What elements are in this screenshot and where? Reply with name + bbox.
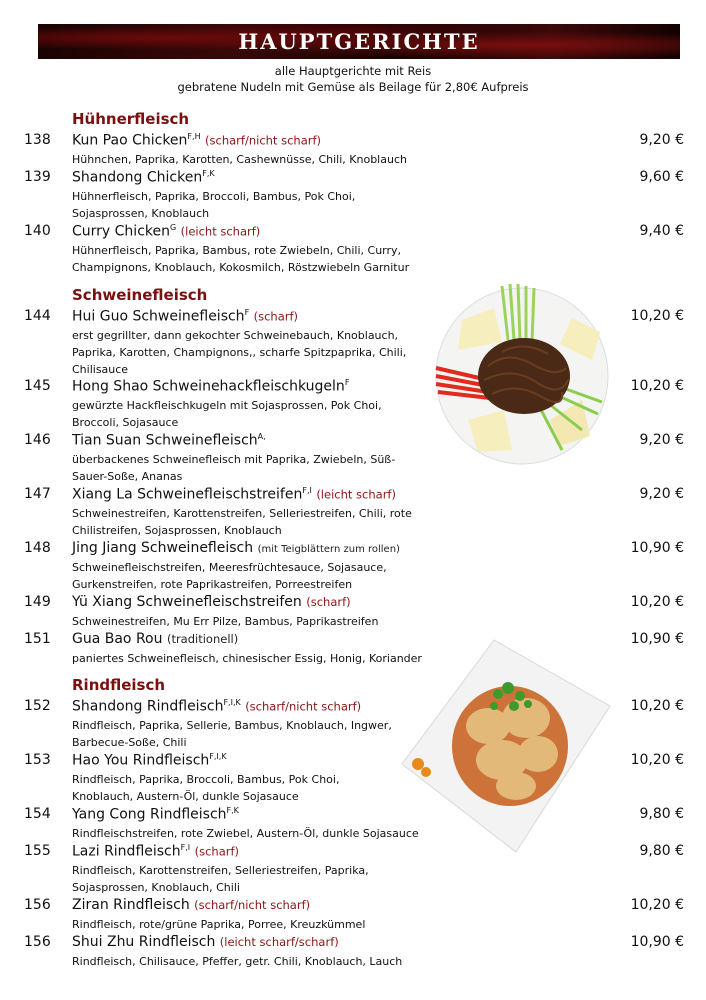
item-allergens: F,I <box>302 486 312 495</box>
item-spice-tag: (leicht scharf) <box>180 224 261 239</box>
item-name-line <box>72 897 310 913</box>
item-description: erst gegrillter, dann gekochter Schweinebauch, Knoblauch, Paprika, Karotten, Champignons,, scharfe Spitzpaprika, Chili, Chilisauce <box>72 329 407 376</box>
item-description: paniertes Schweinefleisch, chinesischer Essig, Honig, Koriander <box>72 652 422 665</box>
item-description: gewürzte Hackfleischkugeln mit Sojasprossen, Pok Choi, Broccoli, Sojasauce <box>72 399 382 429</box>
item-number: 149 <box>24 594 51 610</box>
item-allergens: F,K <box>226 806 239 815</box>
item-name-line <box>72 223 260 240</box>
item-allergens: F,H <box>187 132 201 141</box>
item-description: Schweinestreifen, Mu Err Pilze, Bambus, Paprikastreifen <box>72 615 379 628</box>
item-note: (mit Teigblättern zum rollen) <box>257 544 400 555</box>
section-pork: Schweinefleisch <box>72 286 208 304</box>
item-name-line <box>72 698 361 715</box>
item-allergens: F <box>244 308 250 317</box>
item-price: 10,90 € <box>630 934 684 950</box>
item-number: 144 <box>24 308 51 324</box>
item-name-line <box>72 752 227 769</box>
item-price: 9,60 € <box>639 169 684 185</box>
item-name: Xiang La Schweinefleischstreifen <box>72 486 303 503</box>
item-name: Gua Bao Rou <box>72 631 163 647</box>
item-name: Ziran Rindfleisch <box>72 897 190 913</box>
item-name: Jing Jiang Schweinefleisch <box>72 540 254 556</box>
item-name-line <box>72 934 339 950</box>
item-name-line <box>72 308 298 325</box>
item-price: 10,20 € <box>630 897 684 913</box>
section-beef: Rindfleisch <box>72 676 166 694</box>
item-name-line <box>72 486 396 503</box>
item-description: Hühnchen, Paprika, Karotten, Cashewnüsse, Chili, Knoblauch <box>72 153 407 166</box>
item-number: 151 <box>24 631 51 647</box>
item-name: Yang Cong Rindfleisch <box>72 806 227 823</box>
section-chicken: Hühnerfleisch <box>72 110 190 128</box>
item-name-line <box>72 432 266 449</box>
item-spice-tag: (scharf) <box>194 844 240 859</box>
item-number: 155 <box>24 843 51 859</box>
item-allergens: G <box>169 223 177 232</box>
item-name: Shandong Rindfleisch <box>72 698 224 715</box>
item-description: Rindfleisch, Karottenstreifen, Selleriestreifen, Paprika, Sojasprossen, Knoblauch, Chili <box>72 864 369 894</box>
item-number: 154 <box>24 806 51 822</box>
item-number: 148 <box>24 540 51 556</box>
item-name-line <box>72 806 239 823</box>
item-price: 10,90 € <box>630 631 684 647</box>
item-description: Hühnerfleisch, Paprika, Bambus, rote Zwiebeln, Chili, Curry, Champignons, Knoblauch, Kokosmilch, Röstzwiebeln Garnitur <box>72 244 410 274</box>
item-allergens: F <box>344 378 350 387</box>
item-price: 10,90 € <box>630 540 684 556</box>
item-number: 139 <box>24 169 51 185</box>
item-allergens: F,K <box>202 169 215 178</box>
item-number: 152 <box>24 698 51 714</box>
item-name: Curry Chicken <box>72 223 170 240</box>
item-number: 156 <box>24 934 51 950</box>
item-name-line <box>72 843 239 860</box>
item-description: Rindfleisch, Chilisauce, Pfeffer, getr. Chili, Knoblauch, Lauch <box>72 955 403 968</box>
item-spice-tag: (scharf) <box>306 595 351 609</box>
item-name: Lazi Rindfleisch <box>72 843 181 860</box>
item-name: Tian Suan Schweinefleisch <box>72 432 258 449</box>
item-price: 10,20 € <box>630 594 684 610</box>
item-spice-tag: (scharf) <box>253 309 299 324</box>
item-name: Hong Shao Schweinehackfleischkugeln <box>72 378 345 395</box>
item-name-line <box>72 594 351 610</box>
item-description: Rindfleisch, Paprika, Sellerie, Bambus, Knoblauch, Ingwer, Barbecue-Soße, Chili <box>72 719 392 749</box>
item-number: 153 <box>24 752 51 768</box>
item-price: 10,20 € <box>630 378 684 394</box>
item-name-line <box>72 540 400 556</box>
item-name: Shui Zhu Rindfleisch <box>72 934 216 950</box>
header-banner <box>38 24 680 59</box>
item-number: 138 <box>24 132 51 148</box>
item-allergens: F,I <box>180 843 191 852</box>
item-name: Kun Pao Chicken <box>72 132 188 149</box>
item-spice-tag: (scharf/nicht scharf) <box>245 699 362 714</box>
item-name: Shandong Chicken <box>72 169 203 186</box>
item-allergens: A, <box>257 432 266 441</box>
item-spice-tag: (leicht scharf/scharf) <box>219 935 339 949</box>
item-number: 145 <box>24 378 51 394</box>
item-price: 10,20 € <box>630 308 684 324</box>
item-description: Rindfleisch, Paprika, Broccoli, Bambus, Pok Choi, Knoblauch, Austern-Öl, dunkle Sojasauce <box>72 773 340 803</box>
item-price: 9,80 € <box>639 843 684 859</box>
item-spice-tag: (scharf/nicht scharf) <box>205 133 322 148</box>
item-allergens: F,I,K <box>223 698 241 707</box>
item-description: Schweinestreifen, Karottenstreifen, Selleriestreifen, Chili, rote Chilistreifen, Sojasprossen, Knoblauch <box>72 507 412 537</box>
item-price: 10,20 € <box>630 752 684 768</box>
item-name-line <box>72 132 321 149</box>
item-description: Rindfleisch, rote/grüne Paprika, Porree, Kreuzkümmel <box>72 918 366 931</box>
item-spice-tag: (leicht scharf) <box>316 487 396 502</box>
item-allergens: F,I,K <box>209 752 227 761</box>
item-description: überbackenes Schweinefleisch mit Paprika, Zwiebeln, Süß-Sauer-Soße, Ananas <box>72 453 396 483</box>
item-name-line <box>72 378 349 395</box>
note-rice: alle Hauptgerichte mit Reis <box>274 64 432 78</box>
item-price: 9,20 € <box>639 486 684 502</box>
item-name-line <box>72 169 215 186</box>
item-price: 9,20 € <box>639 432 684 448</box>
item-number: 146 <box>24 432 51 448</box>
item-description: Hühnerfleisch, Paprika, Broccoli, Bambus, Pok Choi, Sojasprossen, Knoblauch <box>72 190 356 220</box>
item-name-line <box>72 631 238 647</box>
dish-photo-noodles <box>432 280 612 468</box>
item-number: 140 <box>24 223 51 239</box>
item-price: 9,80 € <box>639 806 684 822</box>
item-name: Hao You Rindfleisch <box>72 752 210 769</box>
note-noodles: gebratene Nudeln mit Gemüse als Beilage für 2,80€ Aufpreis <box>177 80 529 94</box>
item-name: Hui Guo Schweinefleisch <box>72 308 245 325</box>
item-price: 9,40 € <box>639 223 684 239</box>
item-spice-tag: (scharf/nicht scharf) <box>194 898 311 912</box>
item-name: Yü Xiang Schweinefleischstreifen <box>72 594 302 610</box>
item-note: (traditionell) <box>166 632 239 646</box>
item-price: 10,20 € <box>630 698 684 714</box>
item-number: 156 <box>24 897 51 913</box>
dish-photo-chicken <box>398 636 614 856</box>
item-number: 147 <box>24 486 51 502</box>
item-description: Schweinefleischstreifen, Meeresfrüchtesauce, Sojasauce, Gurkenstreifen, rote Paprikastreifen, Porreestreifen <box>72 561 387 591</box>
item-description: Rindfleischstreifen, rote Zwiebel, Austern-Öl, dunkle Sojasauce <box>72 827 419 840</box>
page-title: HAUPTGERICHTE <box>238 29 480 54</box>
item-price: 9,20 € <box>639 132 684 148</box>
